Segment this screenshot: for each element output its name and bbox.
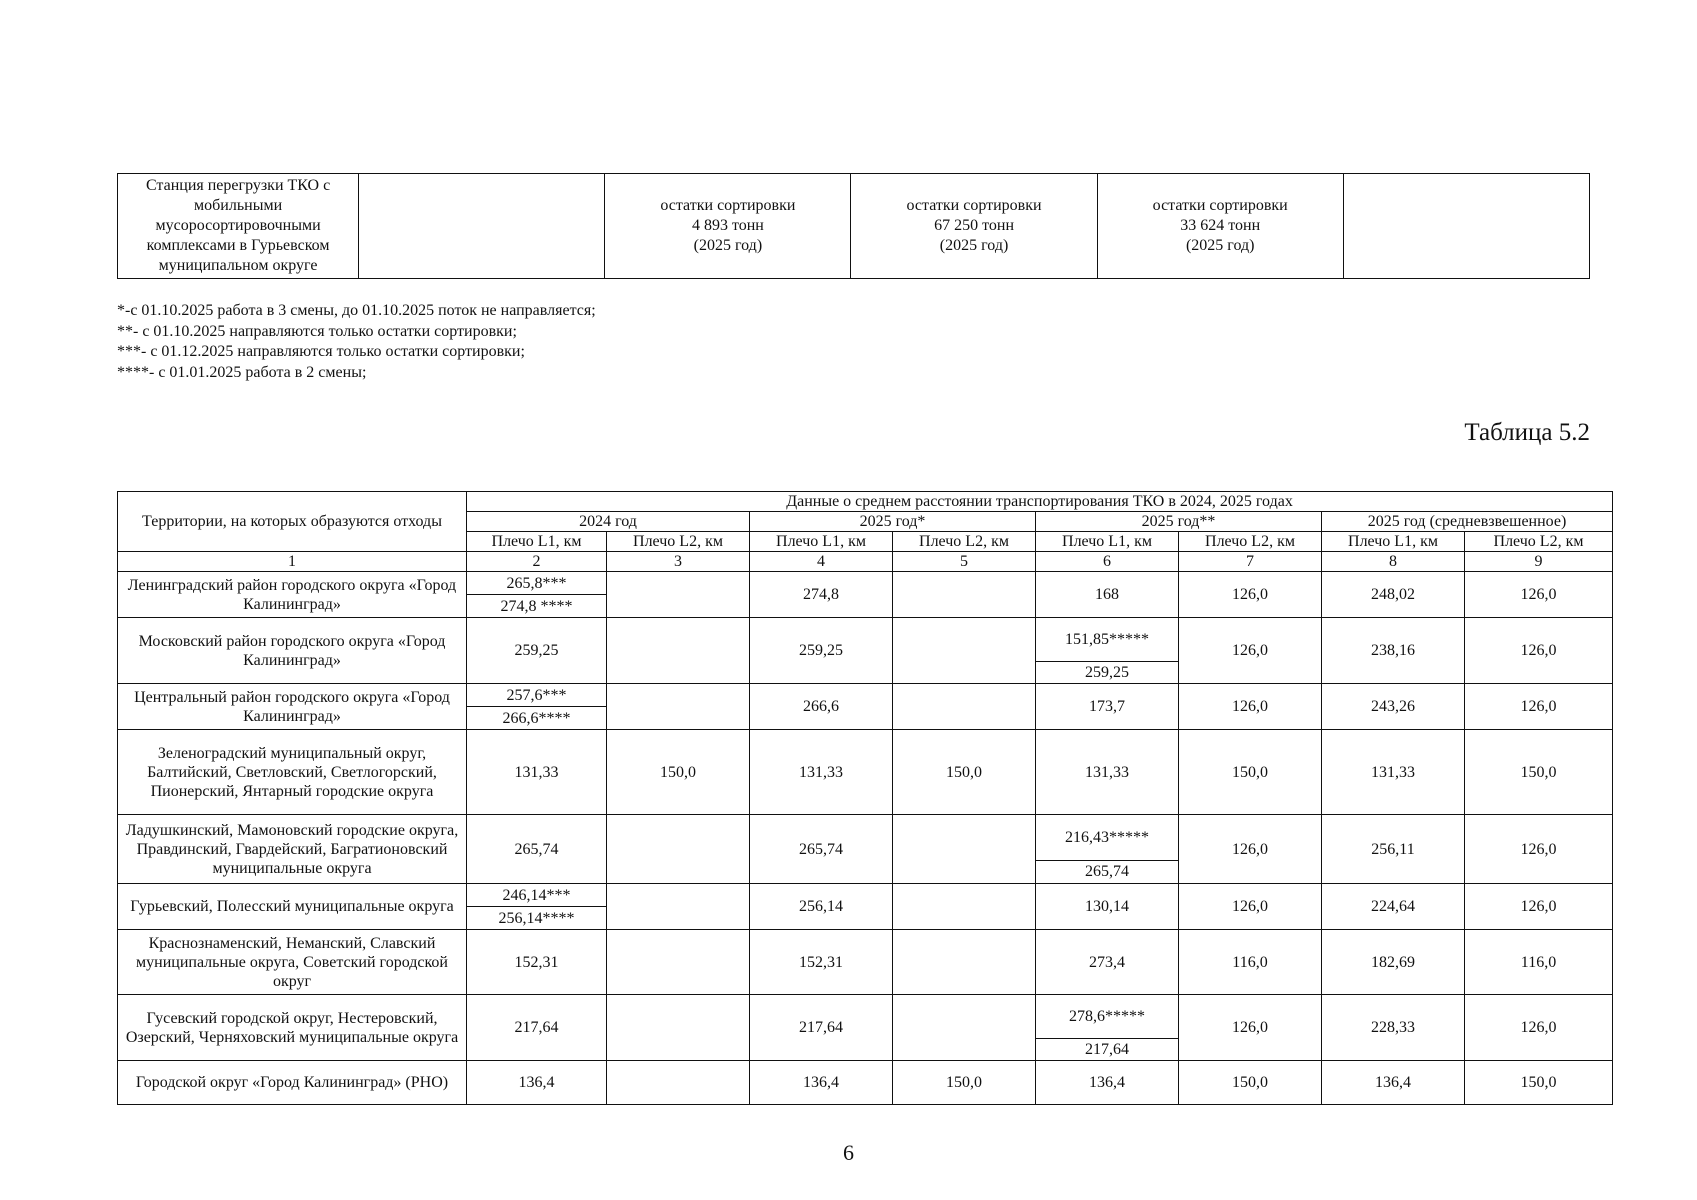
data-cell: 217,64 bbox=[750, 995, 893, 1061]
top-name-line: мусоросортировочными bbox=[155, 217, 321, 234]
year-header: 2024 год bbox=[467, 512, 750, 532]
data-cell bbox=[607, 995, 750, 1061]
data-cell bbox=[607, 884, 750, 930]
data-cell: 152,31 bbox=[467, 930, 607, 995]
top-cell-5 bbox=[1097, 174, 1343, 279]
data-cell: 238,16 bbox=[1322, 618, 1465, 684]
data-cell bbox=[893, 618, 1036, 684]
data-cell: 131,33 bbox=[750, 730, 893, 815]
header-row bbox=[118, 492, 1613, 512]
data-cell: 131,33 bbox=[1036, 730, 1179, 815]
table-row bbox=[118, 1061, 1613, 1105]
cell-value: 256,14**** bbox=[467, 906, 606, 929]
l1-header: Плечо L1, км bbox=[750, 532, 893, 552]
data-cell: 136,4 bbox=[1322, 1061, 1465, 1105]
cell-line: (2025 год) bbox=[939, 237, 1009, 254]
top-table bbox=[117, 173, 1590, 279]
cell-line: (2025 год) bbox=[693, 237, 763, 254]
data-cell: 243,26 bbox=[1322, 684, 1465, 730]
data-cell: 256,11 bbox=[1322, 815, 1465, 884]
data-cell: 173,7 bbox=[1036, 684, 1179, 730]
l2-header: Плечо L2, км bbox=[1179, 532, 1322, 552]
cell-line: (2025 год) bbox=[1185, 237, 1255, 254]
data-cell: 224,64 bbox=[1322, 884, 1465, 930]
territory-cell: Гурьевский, Полесский муниципальные округа bbox=[118, 884, 467, 930]
page-number: 6 bbox=[843, 1140, 854, 1165]
cell-value: 216,43***** bbox=[1065, 828, 1149, 846]
territory-cell: Ленинградский район городского округа «Город Калининград» bbox=[118, 572, 467, 618]
cell-value: 266,6**** bbox=[467, 706, 606, 729]
col-number: 3 bbox=[607, 552, 750, 572]
data-cell: 248,02 bbox=[1322, 572, 1465, 618]
table-row bbox=[118, 815, 1613, 884]
data-cell: 136,4 bbox=[467, 1061, 607, 1105]
data-cell: 126,0 bbox=[1179, 815, 1322, 884]
data-cell bbox=[607, 815, 750, 884]
top-name-cell bbox=[118, 174, 359, 279]
top-cell-6 bbox=[1343, 174, 1589, 279]
year-header: 2025 год* bbox=[750, 512, 1036, 532]
top-name-line: муниципальном округе bbox=[158, 257, 318, 274]
data-cell: 150,0 bbox=[1179, 730, 1322, 815]
l2-header: Плечо L2, км bbox=[893, 532, 1036, 552]
data-cell: 259,25 bbox=[467, 618, 607, 684]
cell-line: остатки сортировки bbox=[906, 197, 1042, 214]
table-row bbox=[118, 995, 1613, 1061]
data-cell: 126,0 bbox=[1179, 618, 1322, 684]
territory-header: Территории, на которых образуются отходы bbox=[118, 492, 467, 552]
distance-table bbox=[117, 491, 1613, 1105]
data-cell bbox=[1036, 995, 1179, 1061]
data-cell: 116,0 bbox=[1465, 930, 1613, 995]
territory-cell: Московский район городского округа «Город Калининград» bbox=[118, 618, 467, 684]
col-number: 2 bbox=[467, 552, 607, 572]
data-cell: 265,74 bbox=[467, 815, 607, 884]
col-number: 9 bbox=[1465, 552, 1613, 572]
top-name-line: Станция перегрузки ТКО с bbox=[145, 177, 331, 194]
data-cell: 150,0 bbox=[1179, 1061, 1322, 1105]
cell-line: 67 250 тонн bbox=[934, 217, 1014, 234]
table-row bbox=[118, 730, 1613, 815]
data-cell bbox=[893, 930, 1036, 995]
data-cell: 265,74 bbox=[750, 815, 893, 884]
col-number-row bbox=[118, 552, 1613, 572]
data-cell bbox=[893, 815, 1036, 884]
top-cell-4 bbox=[851, 174, 1097, 279]
data-cell: 256,14 bbox=[750, 884, 893, 930]
table-row bbox=[118, 884, 1613, 930]
data-cell: 126,0 bbox=[1465, 618, 1613, 684]
col-number: 5 bbox=[893, 552, 1036, 572]
top-cell-2 bbox=[359, 174, 605, 279]
territory-cell: Зеленоградский муниципальный округ, Балтийский, Светловский, Светлогорский, Пионерский, Янтарный городские округа bbox=[118, 730, 467, 815]
territory-cell: Краснознаменский, Неманский, Славский муниципальные округа, Советский городской округ bbox=[118, 930, 467, 995]
data-cell: 150,0 bbox=[1465, 730, 1613, 815]
col-number: 6 bbox=[1036, 552, 1179, 572]
data-cell: 136,4 bbox=[750, 1061, 893, 1105]
territory-cell: Городской округ «Город Калининград» (РНО) bbox=[118, 1061, 467, 1105]
data-cell bbox=[893, 884, 1036, 930]
cell-line: 33 624 тонн bbox=[1180, 217, 1261, 234]
data-cell bbox=[607, 618, 750, 684]
cell-value: 217,64 bbox=[1036, 1038, 1178, 1060]
data-cell: 126,0 bbox=[1465, 884, 1613, 930]
data-cell bbox=[607, 930, 750, 995]
year-header: 2025 год** bbox=[1036, 512, 1322, 532]
col-number: 1 bbox=[118, 552, 467, 572]
data-cell bbox=[607, 572, 750, 618]
territory-cell: Центральный район городского округа «Город Калининград» bbox=[118, 684, 467, 730]
col-number: 7 bbox=[1179, 552, 1322, 572]
data-cell: 116,0 bbox=[1179, 930, 1322, 995]
data-cell: 182,69 bbox=[1322, 930, 1465, 995]
data-header: Данные о среднем расстоянии транспортирования ТКО в 2024, 2025 годах bbox=[467, 492, 1613, 512]
table-row bbox=[118, 174, 1590, 279]
data-cell: 126,0 bbox=[1465, 684, 1613, 730]
data-cell bbox=[1036, 618, 1179, 684]
data-cell: 217,64 bbox=[467, 995, 607, 1061]
data-cell: 150,0 bbox=[893, 730, 1036, 815]
cell-value: 257,6*** bbox=[506, 686, 567, 704]
data-cell bbox=[607, 1061, 750, 1105]
l2-header: Плечо L2, км bbox=[1465, 532, 1613, 552]
cell-value: 151,85***** bbox=[1065, 630, 1149, 648]
data-cell: 126,0 bbox=[1179, 684, 1322, 730]
top-cell-3 bbox=[605, 174, 851, 279]
territory-cell: Гусевский городской округ, Нестеровский, Озерский, Черняховский муниципальные округа bbox=[118, 995, 467, 1061]
data-cell: 150,0 bbox=[607, 730, 750, 815]
data-cell: 273,4 bbox=[1036, 930, 1179, 995]
data-cell: 150,0 bbox=[893, 1061, 1036, 1105]
cell-line: остатки сортировки bbox=[660, 197, 796, 214]
footnote: ***- с 01.12.2025 направляются только остатки сортировки; bbox=[117, 343, 525, 360]
data-cell: 126,0 bbox=[1465, 572, 1613, 618]
table-caption: Таблица 5.2 bbox=[1464, 419, 1590, 446]
data-cell: 259,25 bbox=[750, 618, 893, 684]
data-cell bbox=[467, 884, 607, 930]
data-cell: 150,0 bbox=[1465, 1061, 1613, 1105]
data-cell: 152,31 bbox=[750, 930, 893, 995]
top-name-line: комплексами в Гурьевском bbox=[146, 237, 330, 254]
data-cell: 136,4 bbox=[1036, 1061, 1179, 1105]
col-number: 4 bbox=[750, 552, 893, 572]
data-cell: 126,0 bbox=[1465, 995, 1613, 1061]
cell-value: 246,14*** bbox=[502, 886, 571, 904]
data-cell: 126,0 bbox=[1465, 815, 1613, 884]
data-cell: 126,0 bbox=[1179, 884, 1322, 930]
col-number: 8 bbox=[1322, 552, 1465, 572]
data-cell: 131,33 bbox=[467, 730, 607, 815]
cell-line: остатки сортировки bbox=[1152, 197, 1288, 214]
data-cell: 168 bbox=[1036, 572, 1179, 618]
data-cell bbox=[1036, 815, 1179, 884]
footnotes bbox=[117, 301, 596, 383]
table-row bbox=[118, 930, 1613, 995]
table-row bbox=[118, 618, 1613, 684]
cell-value: 278,6***** bbox=[1069, 1007, 1145, 1025]
data-cell bbox=[607, 684, 750, 730]
data-cell bbox=[467, 684, 607, 730]
data-cell: 126,0 bbox=[1179, 995, 1322, 1061]
cell-line: 4 893 тонн bbox=[691, 217, 764, 234]
cell-value: 274,8 **** bbox=[467, 594, 606, 617]
cell-value: 265,74 bbox=[1036, 860, 1178, 883]
l1-header: Плечо L1, км bbox=[1322, 532, 1465, 552]
data-cell: 274,8 bbox=[750, 572, 893, 618]
data-cell: 266,6 bbox=[750, 684, 893, 730]
data-cell bbox=[893, 995, 1036, 1061]
cell-value: 265,8*** bbox=[506, 574, 567, 592]
l1-header: Плечо L1, км bbox=[1036, 532, 1179, 552]
cell-value: 259,25 bbox=[1036, 661, 1178, 683]
l1-header: Плечо L1, км bbox=[467, 532, 607, 552]
footnote: *-с 01.10.2025 работа в 3 смены, до 01.10.2025 поток не направляется; bbox=[117, 302, 596, 319]
table-row bbox=[118, 572, 1613, 618]
data-cell: 131,33 bbox=[1322, 730, 1465, 815]
footnote: **- с 01.10.2025 направляются только остатки сортировки; bbox=[117, 322, 517, 340]
data-cell: 130,14 bbox=[1036, 884, 1179, 930]
data-cell bbox=[467, 572, 607, 618]
table-row bbox=[118, 684, 1613, 730]
data-cell bbox=[893, 572, 1036, 618]
top-name-line: мобильными bbox=[194, 197, 283, 214]
year-header: 2025 год (средневзвешенное) bbox=[1322, 512, 1613, 532]
data-cell bbox=[893, 684, 1036, 730]
data-cell: 126,0 bbox=[1179, 572, 1322, 618]
data-cell: 228,33 bbox=[1322, 995, 1465, 1061]
territory-cell: Ладушкинский, Мамоновский городские округа, Правдинский, Гвардейский, Багратионовский муниципальные округа bbox=[118, 815, 467, 884]
l2-header: Плечо L2, км bbox=[607, 532, 750, 552]
footnote: ****- с 01.01.2025 работа в 2 смены; bbox=[117, 363, 367, 381]
